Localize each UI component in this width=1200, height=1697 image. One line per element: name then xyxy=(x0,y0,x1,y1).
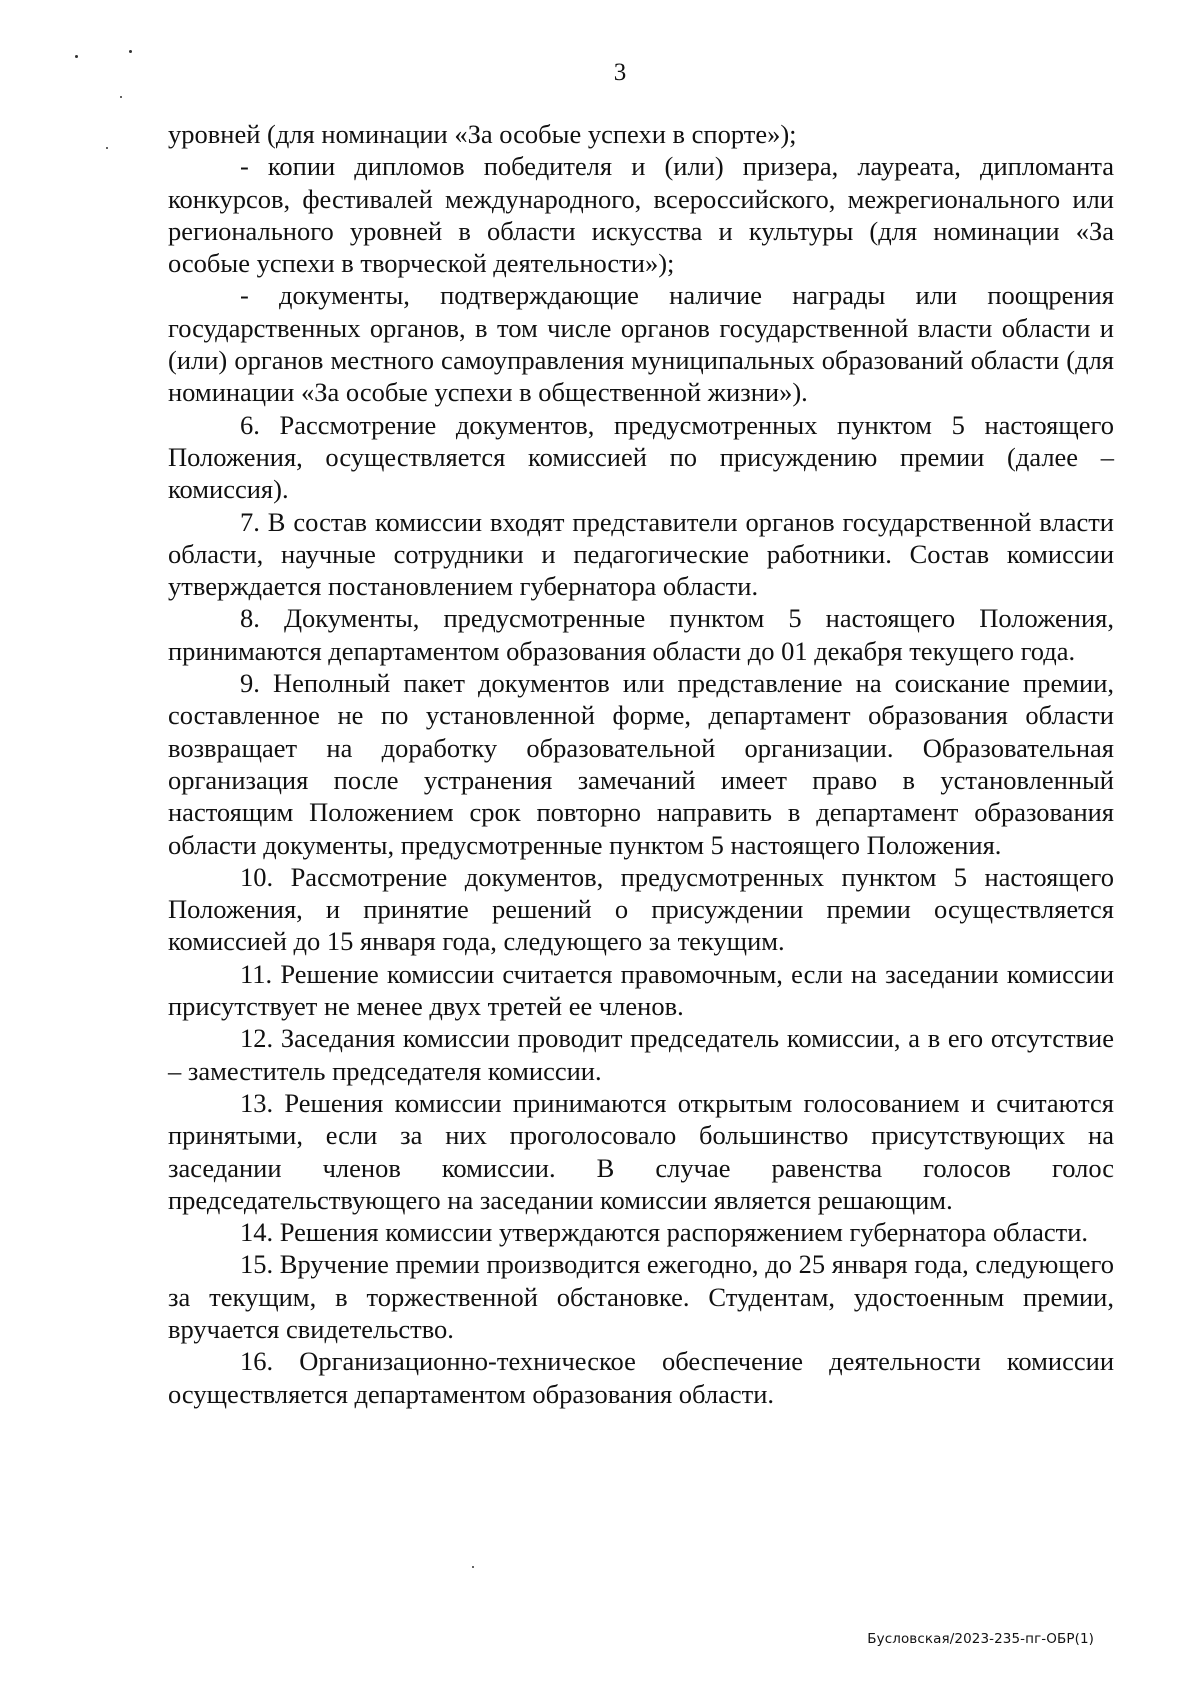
paragraph: уровней (для номинации «За особые успехи в спорте»); xyxy=(168,119,797,149)
scan-speck xyxy=(129,50,132,53)
scan-speck xyxy=(120,96,122,98)
paragraph: - копии дипломов победителя и (или) призера, лауреата, дипломанта конкурсов, фестивалей международного, всероссийского, межрегионального или регионального уровней в области искусства и культуры (для номинации «За особые успехи в творческой деятельности»); xyxy=(168,151,1114,279)
scan-speck xyxy=(472,1566,474,1568)
paragraph: - документы, подтверждающие наличие награды или поощрения государственных органов, в том числе органов государственной власти области и (или) органов местного самоуправления муниципальных образований области (для номинации «За особые успехи в общественной жизни»). xyxy=(168,280,1114,408)
document-body xyxy=(168,118,1114,1410)
paragraph: 16. Организационно-техническое обеспечение деятельности комиссии осуществляется департаментом образования области. xyxy=(168,1346,1114,1409)
page-number: 3 xyxy=(613,59,627,86)
paragraph: 15. Вручение премии производится ежегодно, до 25 января года, следующего за текущим, в торжественной обстановке. Студентам, удостоенным премии, вручается свидетельство. xyxy=(168,1249,1114,1344)
paragraph: 6. Рассмотрение документов, предусмотренных пунктом 5 настоящего Положения, осуществляется комиссией по присуждению премии (далее – комиссия). xyxy=(168,409,1114,505)
paragraph: 14. Решения комиссии утверждаются распоряжением губернатора области. xyxy=(240,1217,1089,1248)
scan-speck xyxy=(106,147,108,149)
paragraph: 7. В состав комиссии входят представители органов государственной власти области, научные сотрудники и педагогические работники. Состав комиссии утверждается постановлением губернатора области. xyxy=(168,506,1114,602)
paragraph: 12. Заседания комиссии проводит председатель комиссии, а в его отсутствие – заместитель председателя комиссии. xyxy=(168,1023,1114,1086)
paragraph: 11. Решение комиссии считается правомочным, если на заседании комиссии присутствует не менее двух третей ее членов. xyxy=(168,958,1114,1022)
document-reference: Бусловская/2023-235-пг-ОБР(1) xyxy=(867,1631,1094,1647)
paragraph: 10. Рассмотрение документов, предусмотренных пунктом 5 настоящего Положения, и принятие решений о присуждении премии осуществляется комиссией до 15 января года, следующего за текущим. xyxy=(168,861,1114,957)
paragraph: 8. Документы, предусмотренные пунктом 5 настоящего Положения, принимаются департаментом образования области до 01 декабря текущего года. xyxy=(168,603,1114,666)
paragraph: 13. Решения комиссии принимаются открытым голосованием и считаются принятыми, если за них проголосовало большинство присутствующих на заседании членов комиссии. В случае равенства голосов голос председательствующего на заседании комиссии является решающим. xyxy=(168,1087,1114,1215)
paragraph: 9. Неполный пакет документов или представление на соискание премии, составленное не по установленной форме, департамент образования области возвращает на доработку образовательной организации. Образовательная организация после устранения замечаний имеет право в установленный настоящим Положением срок повторно направить в департамент образования области документы, предусмотренные пунктом 5 настоящего Положения. xyxy=(168,668,1114,860)
